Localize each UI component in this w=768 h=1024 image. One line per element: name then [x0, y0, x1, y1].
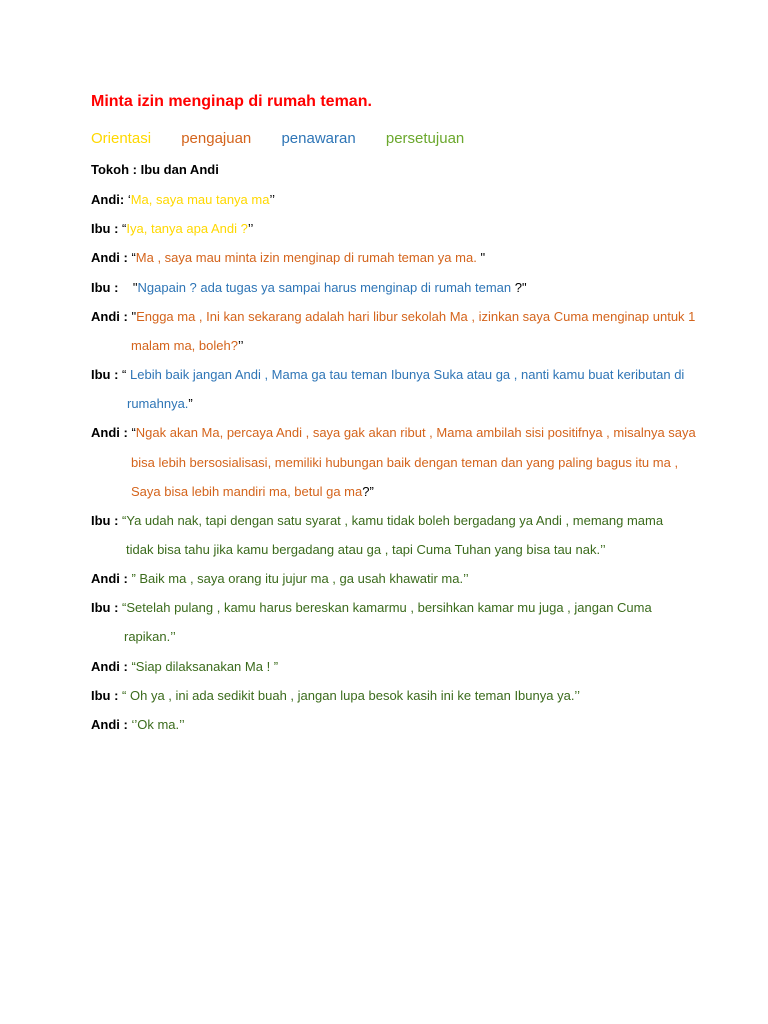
dialogue-text: tidak bisa tahu jika kamu bergadang atau ga , tapi Cuma Tuhan yang bisa tau nak.’’: [126, 542, 606, 557]
dialogue-text: Lebih baik jangan Andi , Mama ga tau teman Ibunya Suka atau ga , nanti kamu buat keributan di: [130, 367, 685, 382]
dialogue-text: ‘’Ok ma.’’: [131, 717, 185, 732]
legend-orientasi: Orientasi: [91, 130, 152, 147]
close-quote: ”: [188, 396, 193, 411]
dialogue-text: Engga ma , Ini kan sekarang adalah hari libur sekolah Ma , izinkan saya Cuma menginap untuk 1: [136, 309, 696, 324]
dialogue-line-continued: [124, 629, 176, 644]
dialogue-line-continued: [131, 484, 374, 499]
dialogue-line: [91, 250, 485, 265]
speaker-label: Andi :: [91, 250, 132, 265]
dialogue-text: “ Oh ya , ini ada sedikit buah , jangan lupa besok kasih ini ke teman Ibunya ya.’’: [122, 688, 580, 703]
open-quote: “: [131, 250, 136, 265]
close-quote: ": [480, 250, 486, 265]
dialogue-line: [91, 688, 580, 703]
open-quote: ": [131, 309, 137, 324]
dialogue-text: “Siap dilaksanakan Ma ! ”: [131, 659, 279, 674]
dialogue-text: rumahnya.: [127, 396, 189, 411]
dialogue-line: [91, 309, 695, 324]
dialogue-line: [91, 192, 275, 207]
open-quote: ‘: [127, 192, 131, 207]
speaker-label: Ibu :: [91, 688, 123, 703]
legend-persetujuan: persetujuan: [385, 130, 465, 147]
dialogue-line-continued: [127, 396, 193, 411]
dialogue-text: Ngak akan Ma, percaya Andi , saya gak akan ribut , Mama ambilah sisi positifnya , misalnya saya: [135, 425, 696, 440]
legend-pengajuan: pengajuan: [181, 130, 252, 147]
dialogue-line: [91, 600, 652, 615]
speaker-label: Andi :: [91, 571, 132, 586]
close-quote: ’’: [237, 338, 244, 353]
speaker-label: Andi :: [91, 717, 132, 732]
dialogue-line: [91, 717, 185, 732]
dialogue-text: Ma , saya mau minta izin menginap di rumah teman ya ma.: [135, 250, 481, 265]
speaker-label: Ibu :: [91, 600, 123, 615]
dialogue-line: [91, 367, 684, 382]
dialogue-text: bisa lebih bersosialisasi, memiliki hubungan baik dengan teman dan yang paling bagus itu ma ,: [131, 455, 679, 470]
dialogue-line-continued: [131, 338, 244, 353]
dialogue-line: [91, 571, 469, 586]
dialogue-line: [91, 280, 527, 295]
legend-penawaran: penawaran: [281, 130, 356, 147]
open-quote: ": [132, 280, 138, 295]
speaker-label: Ibu :: [91, 221, 123, 236]
dialogue-text: Iya, tanya apa Andi ?: [126, 221, 248, 236]
speaker-label: Andi :: [91, 659, 132, 674]
dialogue-line: [91, 513, 663, 528]
dialogue-text: “Ya udah nak, tapi dengan satu syarat , kamu tidak boleh bergadang ya Andi , memang mama: [122, 513, 664, 528]
close-quote: ’’: [247, 221, 254, 236]
dialogue-text: “Setelah pulang , kamu harus bereskan kamarmu , bersihkan kamar mu juga , jangan Cuma: [122, 600, 652, 615]
speaker-label: Ibu :: [91, 280, 133, 295]
close-quote: ?": [514, 280, 527, 295]
open-quote: “: [122, 367, 130, 382]
dialogue-text: rapikan.’’: [124, 629, 176, 644]
open-quote: “: [131, 425, 136, 440]
speaker-label: Andi :: [91, 425, 132, 440]
speaker-label: Andi:: [91, 192, 128, 207]
dialogue-text: Saya bisa lebih mandiri ma, betul ga ma: [131, 484, 363, 499]
dialogue-line-continued: [126, 542, 606, 557]
close-quote: ’’: [269, 192, 275, 207]
dialogue-text: Ngapain ? ada tugas ya sampai harus menginap di rumah teman: [137, 280, 515, 295]
dialogue-text: malam ma, boleh?: [131, 338, 238, 353]
speaker-label: Ibu :: [91, 367, 123, 382]
open-quote: “: [122, 221, 127, 236]
dialogue-text: Ma, saya mau tanya ma: [130, 192, 270, 207]
dialogue-text: ” Baik ma , saya orang itu jujur ma , ga usah khawatir ma.’’: [131, 571, 469, 586]
speaker-label: Andi :: [91, 309, 132, 324]
dialogue-line: [91, 221, 253, 236]
close-quote: ?”: [362, 484, 374, 499]
dialogue-line: [91, 659, 278, 674]
dialogue-line: [91, 425, 696, 440]
color-legend: [91, 130, 490, 147]
dialogue-line-continued: [131, 455, 678, 470]
speaker-label: Ibu :: [91, 513, 123, 528]
tokoh-line: Tokoh : Ibu dan Andi: [91, 162, 219, 177]
document-title: Minta izin menginap di rumah teman.: [91, 93, 372, 110]
